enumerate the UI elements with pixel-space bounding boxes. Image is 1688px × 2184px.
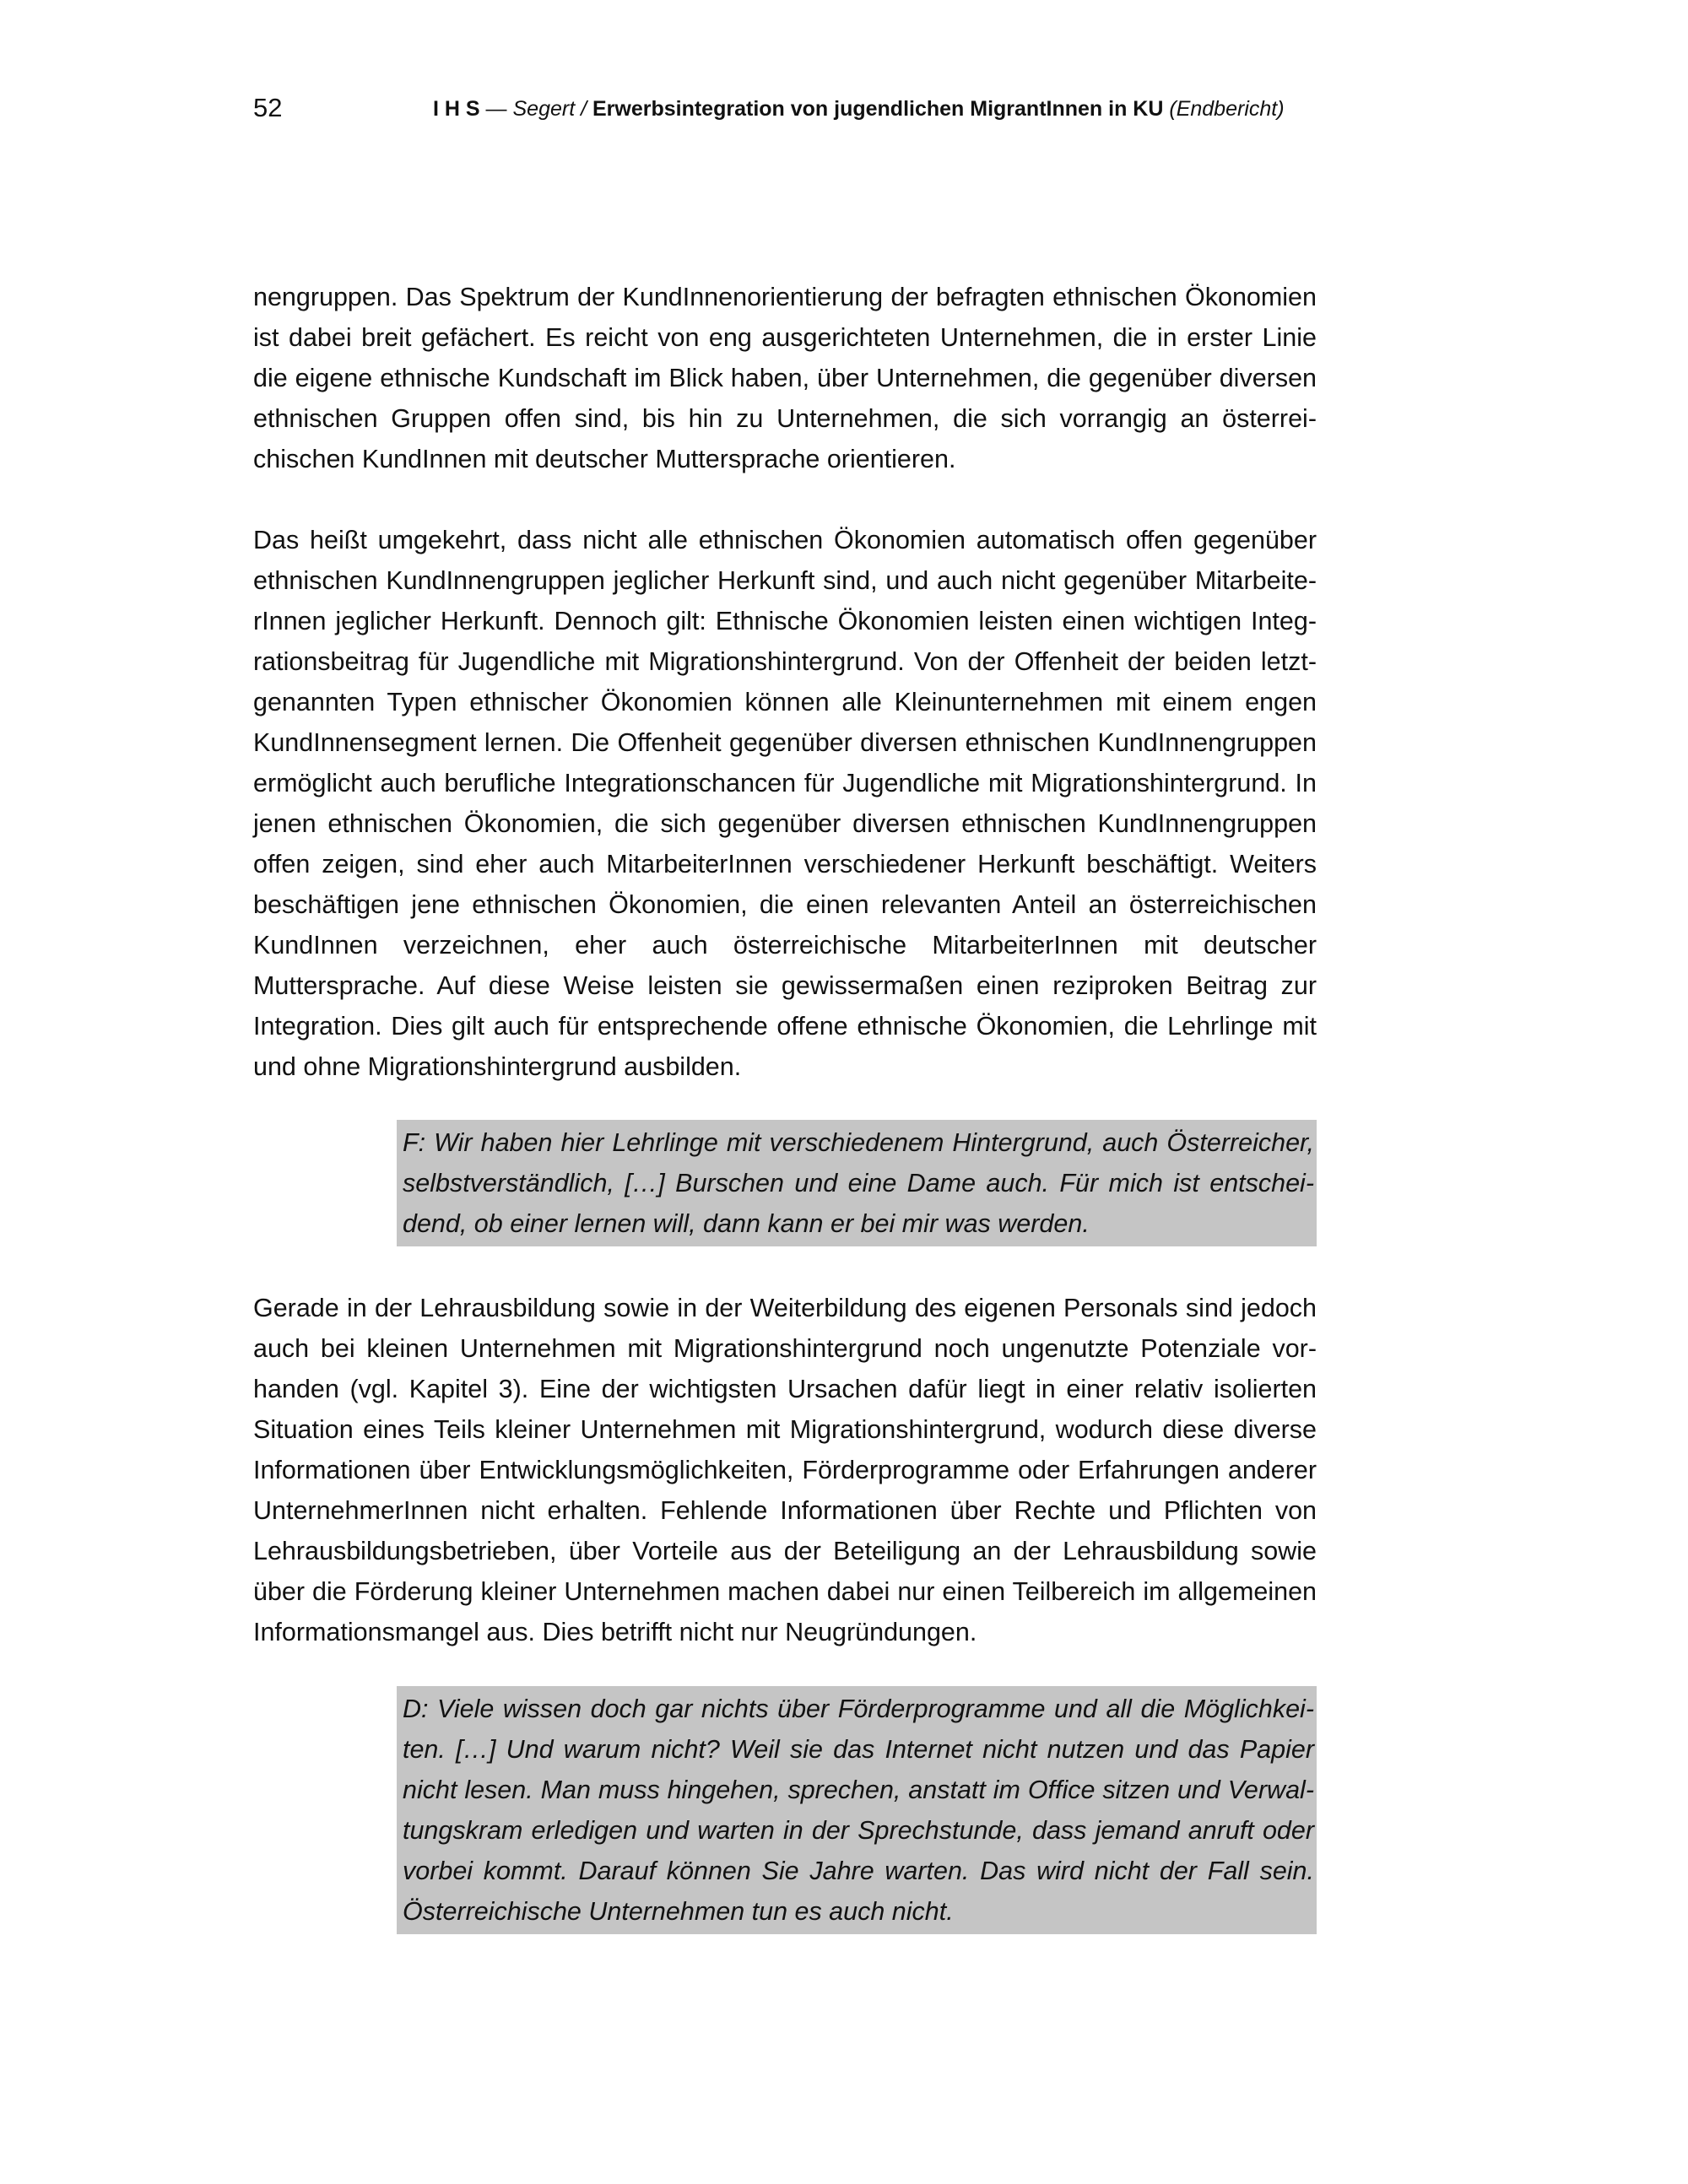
header-separator: — [479,97,513,121]
paragraph-3: Gerade in der Lehrausbildung sowie in der Weiterbildung des eigenen Personals sind jedoch auch bei kleinen Unternehmen mit Migrationshintergrund noch ungenutzte Potenziale vorhanden (vgl. Kapitel 3). Eine der wichtigsten Ursachen dafür liegt in einer relativ isolierten Situation eines Teils kleiner Unternehmen mit Migrationshintergrund, wodurch diese diverse Informationen über Entwicklungsmöglichkeiten, Förderprogramme oder Erfahrungen anderer UnternehmerInnen nicht erhalten. Fehlende Informationen über Rechte und Pflichten von Lehrausbildungsbetrieben, über Vorteile aus der Beteiligung an der Lehrausbildung sowie über die Förderung kleiner Unternehmen machen dabei nur einen Teilbereich im allgemeinen Informationsmangel aus. Dies betrifft nicht nur Neugründungen. [253,1294,1317,1646]
header-author: Segert / [512,97,592,121]
header-institution: I H S [433,97,480,121]
quote-block-2 [397,1686,1317,1934]
quote-1-text: F: Wir haben hier Lehrlinge mit verschiedenem Hintergrund, auch Österreicher, selbstverständlich, […] Burschen und eine Dame auch. Für mich ist entscheidend, ob einer lernen will, dann kann er bei mir was werden. [403,1128,1314,1238]
header-title: Erwerbsintegration von jugendlichen MigrantInnen in KU [592,97,1164,121]
page-number: 52 [253,93,283,122]
running-header [433,97,1285,122]
paragraph-2: Das heißt umgekehrt, dass nicht alle ethnischen Ökonomien automatisch offen gegenüber ethnischen KundInnengruppen jeglicher Herkunft sind, und auch nicht gegenüber MitarbeiterInnen jeglicher Herkunft. Dennoch gilt: Ethnische Ökonomien leisten einen wichtigen Integrationsbeitrag für Jugendliche mit Migrationshintergrund. Von der Offenheit der beiden letztgenannten Typen ethnischer Ökonomien können alle Kleinunternehmen mit einem engen KundInnensegment lernen. Die Offenheit gegenüber diversen ethnischen KundInnengruppen ermöglicht auch berufliche Integrationschancen für Jugendliche mit Migrationshintergrund. In jenen ethnischen Ökonomien, die sich gegenüber diversen ethnischen KundInnengruppen offen zeigen, sind eher auch MitarbeiterInnen verschiedener Herkunft beschäftigt. Weiters beschäftigen jene ethnischen Ökonomien, die einen relevanten Anteil an österreichischen KundInnen verzeichnen, eher auch österreichische MitarbeiterInnen mit deutscher Muttersprache. Auf diese Weise leisten sie gewissermaßen einen reziproken Beitrag zur Integration. Dies gilt auch für entsprechende offene ethnische Ökonomien, die Lehrlinge mit und ohne Migrationshintergrund ausbilden. [253,526,1317,1081]
quote-block-1 [397,1120,1317,1246]
header-report-type: (Endbericht) [1169,97,1285,121]
quote-2-text: D: Viele wissen doch gar nichts über Förderprogramme und all die Möglichkeiten. […] Und warum nicht? Weil sie das Internet nicht nutzen und das Papier nicht lesen. Man muss hingehen, sprechen, anstatt im Office sitzen und Verwaltungskram erledigen und warten in der Sprechstunde, dass jemand anruft oder vorbei kommt. Darauf können Sie Jahre warten. Das wird nicht der Fall sein. Österreichische Unternehmen tun es auch nicht. [403,1695,1314,1926]
paragraph-1: nengruppen. Das Spektrum der KundInnenorientierung der befragten ethnischen Ökonomien ist dabei breit gefächert. Es reicht von eng ausgerichteten Unternehmen, die in erster Linie die eigene ethnische Kundschaft im Blick haben, über Unternehmen, die gegenüber diversen ethnischen Gruppen offen sind, bis hin zu Unternehmen, die sich vorrangig an österreichischen KundInnen mit deutscher Muttersprache orientieren. [253,283,1317,473]
